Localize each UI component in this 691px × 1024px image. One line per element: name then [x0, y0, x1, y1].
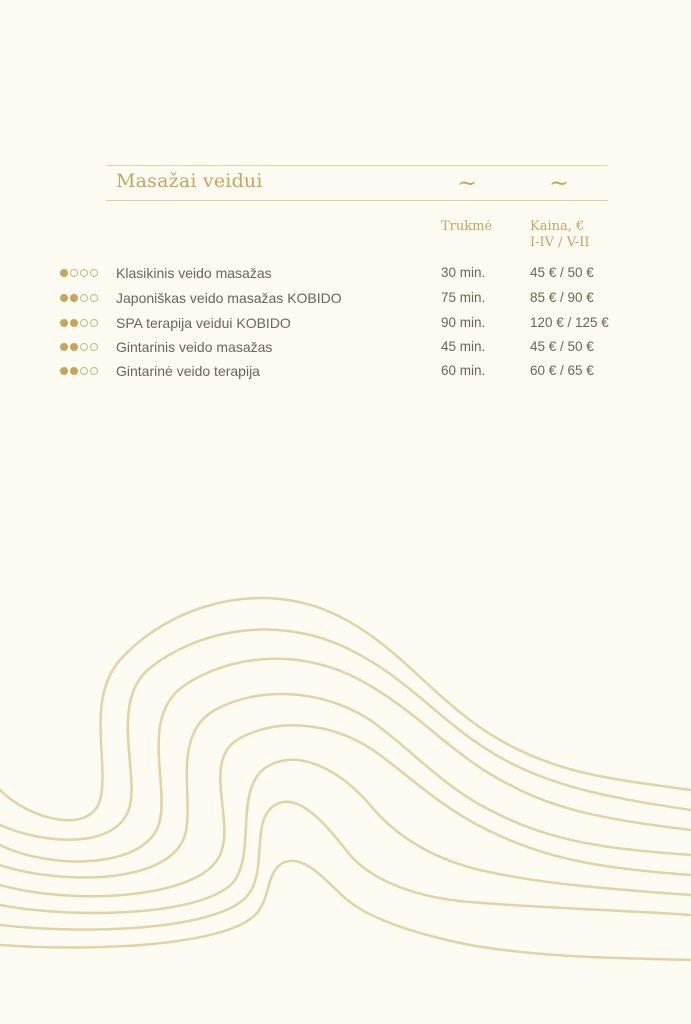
intensity-dot	[80, 367, 88, 375]
header-rule-top	[106, 165, 608, 166]
service-row	[0, 339, 691, 359]
intensity-dot	[70, 367, 78, 375]
service-duration: 30 min.	[441, 265, 486, 280]
intensity-dot	[60, 367, 68, 375]
intensity-dot	[70, 269, 78, 277]
intensity-dot	[80, 343, 88, 351]
wave-line	[0, 802, 691, 930]
intensity-dot	[90, 367, 98, 375]
service-duration: 60 min.	[441, 363, 486, 378]
service-price: 120 € / 125 €	[530, 315, 609, 330]
service-price: 45 € / 50 €	[530, 265, 594, 280]
service-row	[0, 315, 691, 335]
service-duration: 75 min.	[441, 290, 486, 305]
intensity-dot	[70, 294, 78, 302]
intensity-dot	[90, 269, 98, 277]
intensity-indicator	[60, 319, 98, 327]
price-tilde: ~	[549, 169, 570, 197]
intensity-dot	[90, 294, 98, 302]
intensity-indicator	[60, 367, 98, 375]
intensity-dot	[70, 319, 78, 327]
wave-lines-decoration	[0, 560, 691, 1024]
service-name: Japoniškas veido masažas KOBIDO	[116, 290, 342, 306]
intensity-dot	[90, 343, 98, 351]
service-price: 85 € / 90 €	[530, 290, 594, 305]
service-price: 45 € / 50 €	[530, 339, 594, 354]
service-duration: 90 min.	[441, 315, 486, 330]
service-name: Klasikinis veido masažas	[116, 265, 272, 281]
intensity-dot	[70, 343, 78, 351]
service-price: 60 € / 65 €	[530, 363, 594, 378]
price-header-line1: Kaina, €	[530, 219, 585, 234]
intensity-indicator	[60, 343, 98, 351]
price-column-header	[530, 219, 590, 251]
service-name: SPA terapija veidui KOBIDO	[116, 315, 291, 331]
intensity-dot	[80, 269, 88, 277]
duration-column-header: Trukmė	[441, 219, 493, 234]
header-rule-bottom	[106, 200, 608, 201]
intensity-dot	[80, 319, 88, 327]
intensity-dot	[60, 343, 68, 351]
section-title: Masažai veidui	[116, 170, 263, 192]
service-row	[0, 363, 691, 383]
price-header-line2: I-IV / V-II	[530, 235, 590, 250]
intensity-dot	[60, 294, 68, 302]
intensity-dot	[80, 294, 88, 302]
intensity-dot	[90, 319, 98, 327]
wave-line	[0, 725, 691, 896]
intensity-dot	[60, 319, 68, 327]
service-duration: 45 min.	[441, 339, 486, 354]
intensity-indicator	[60, 294, 98, 302]
duration-tilde: ~	[457, 169, 478, 197]
wave-line	[0, 598, 691, 820]
intensity-indicator	[60, 269, 98, 277]
service-row	[0, 265, 691, 285]
intensity-dot	[60, 269, 68, 277]
service-row	[0, 290, 691, 310]
service-name: Gintarinė veido terapija	[116, 363, 260, 379]
service-name: Gintarinis veido masažas	[116, 339, 273, 355]
